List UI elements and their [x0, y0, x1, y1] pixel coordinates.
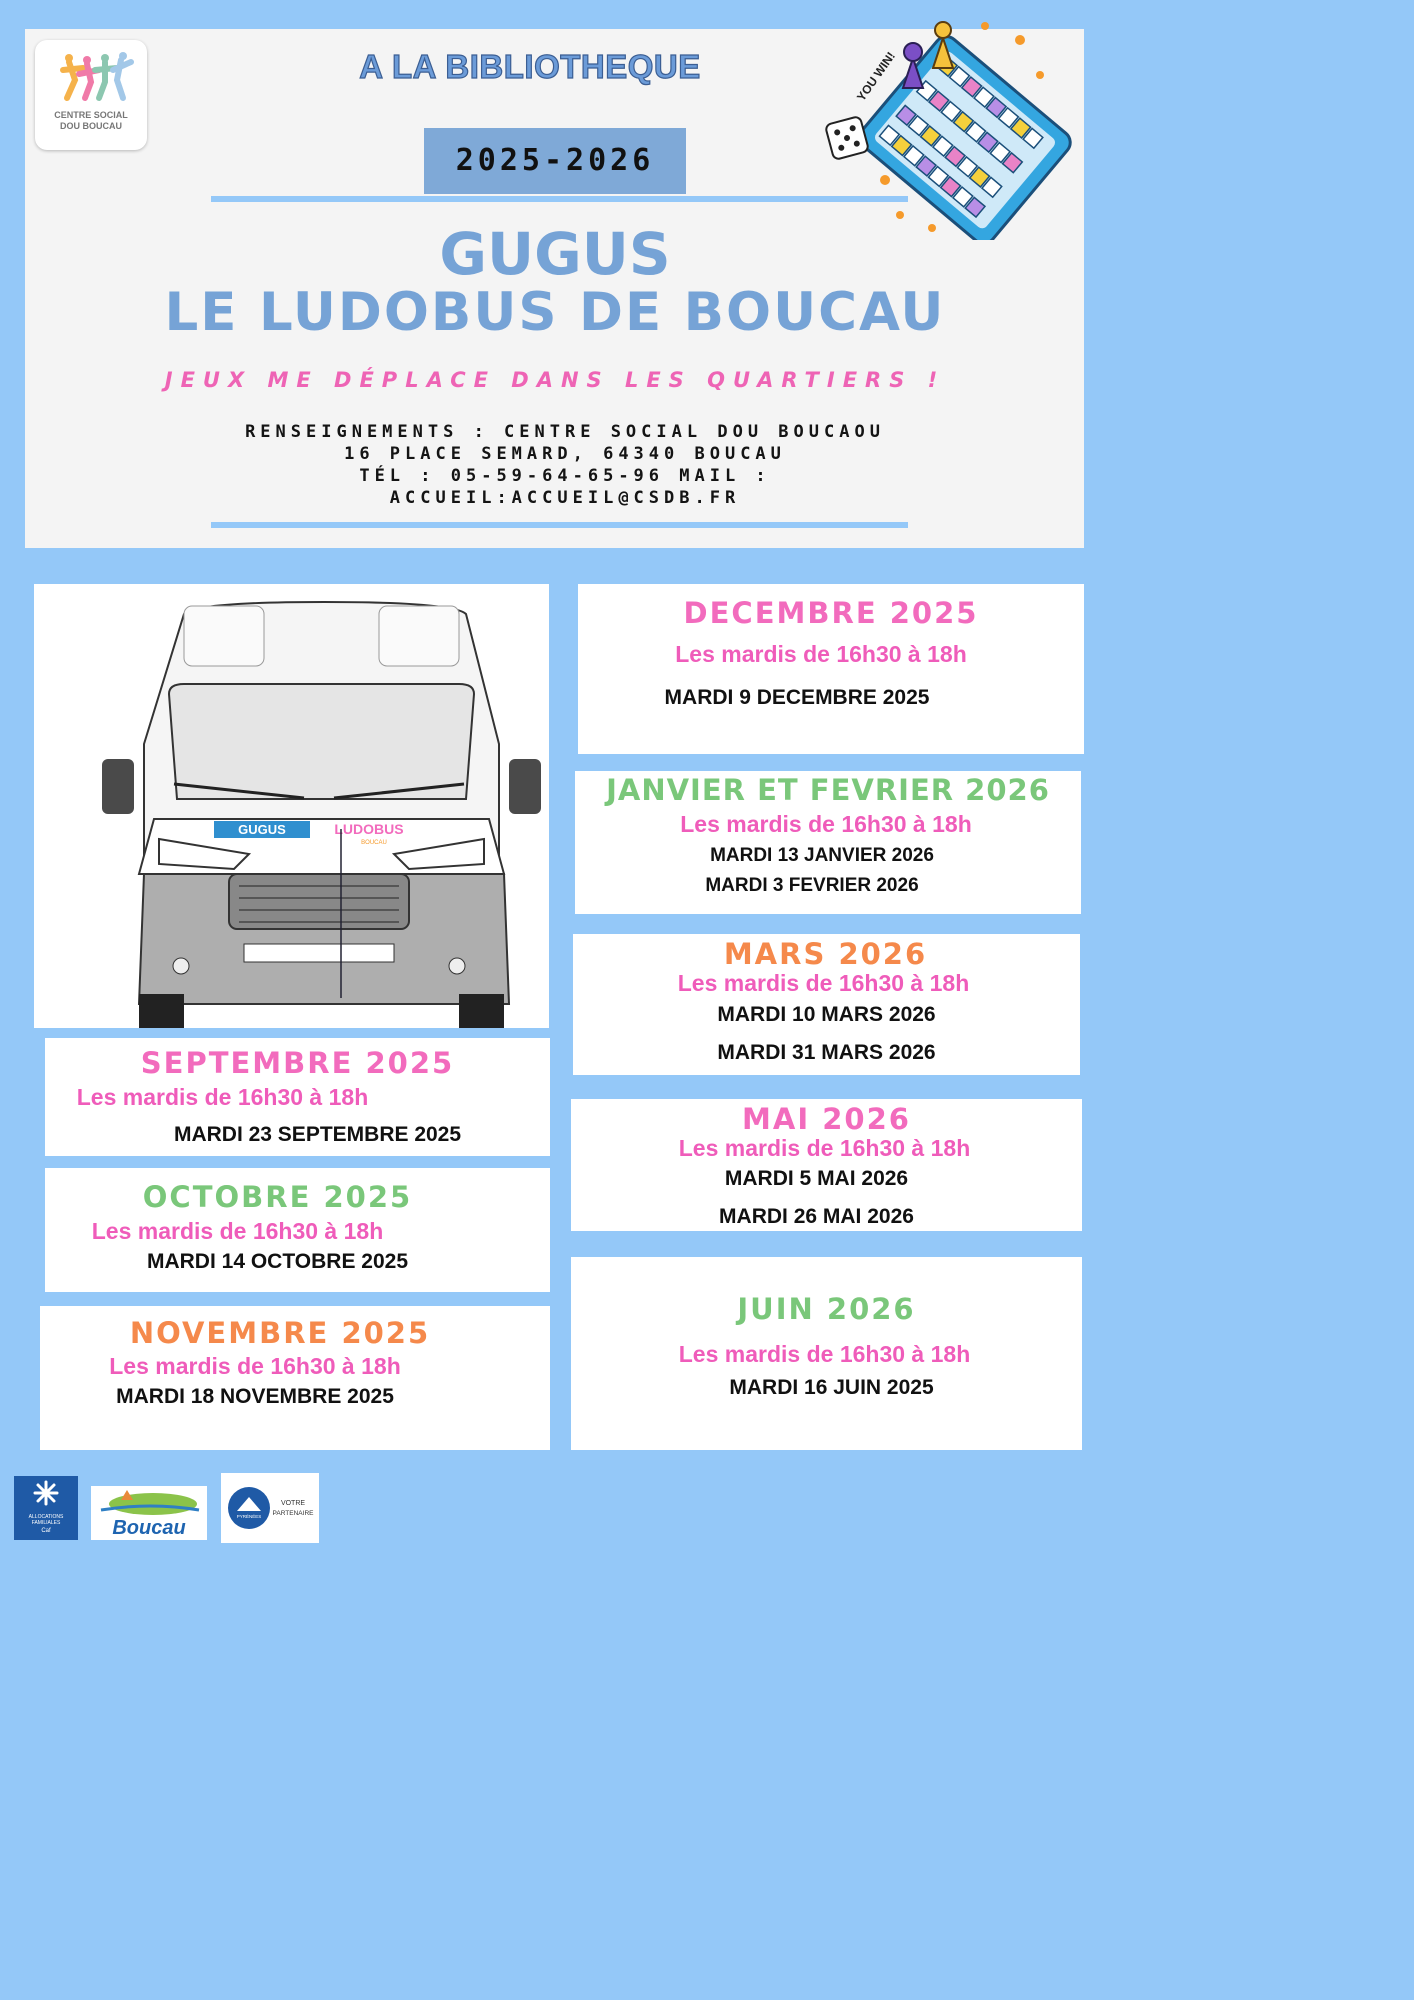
- tagline: JEUX ME DÉPLACE DANS LES QUARTIERS !: [164, 368, 946, 392]
- month-hours: Les mardis de 16h30 à 18h: [680, 811, 972, 837]
- month-date-1: MARDI 10 MARS 2026: [717, 1003, 936, 1026]
- logo-caption-line1: CENTRE SOCIAL: [54, 110, 128, 120]
- month-date-2: MARDI 3 FEVRIER 2026: [705, 875, 919, 896]
- month-title: JUIN 2026: [737, 1292, 916, 1326]
- month-date: MARDI 18 NOVEMBRE 2025: [116, 1385, 394, 1408]
- you-win-label: YOU WIN!: [853, 49, 898, 104]
- month-date-1: MARDI 5 MAI 2026: [724, 1167, 909, 1190]
- month-date: MARDI 23 SEPTEMBRE 2025: [173, 1123, 462, 1146]
- boucau-logo-text: Boucau: [112, 1517, 186, 1539]
- season-badge: 2025-2026: [424, 128, 686, 194]
- centre-social-logo: [35, 40, 147, 150]
- van-sign-boucau-text: BOUCAU: [361, 840, 387, 846]
- month-hours: Les mardis de 16h30 à 18h: [76, 1084, 369, 1110]
- month-title: SEPTEMBRE 2025: [140, 1046, 455, 1080]
- van-sign-ludobus-text: LUDOBUS: [334, 821, 404, 837]
- month-date: MARDI 16 JUIN 2025: [729, 1376, 934, 1399]
- month-card-octobre: [45, 1168, 550, 1292]
- svg-text:FAMILIALES: FAMILIALES: [31, 1520, 61, 1526]
- info-line-1: RENSEIGNEMENTS : CENTRE SOCIAL DOU BOUCAOU: [245, 422, 885, 442]
- month-hours: Les mardis de 16h30 à 18h: [109, 1353, 401, 1379]
- info-line-3: TÉL : 05-59-64-65-96 MAIL :: [359, 466, 771, 486]
- month-card-mai: [571, 1099, 1082, 1231]
- board-game-illustration: [815, 10, 1085, 240]
- pyrenees-emblem-icon: [221, 1473, 319, 1543]
- month-card-janvier-fevrier: [575, 771, 1081, 914]
- month-title: MAI 2026: [742, 1102, 911, 1136]
- month-card-septembre: [45, 1038, 550, 1156]
- month-title: OCTOBRE 2025: [142, 1180, 413, 1214]
- svg-text:VOTRE: VOTRE: [280, 1500, 306, 1507]
- caf-logo: [14, 1476, 78, 1540]
- ludobus-van-illustration: [34, 584, 549, 1028]
- month-date-2: MARDI 26 MAI 2026: [719, 1205, 914, 1228]
- divider-bottom: [211, 522, 908, 528]
- logo-caption: [35, 110, 147, 132]
- month-date-2: MARDI 31 MARS 2026: [717, 1041, 936, 1064]
- svg-text:PYRÉNÉES: PYRÉNÉES: [236, 1514, 262, 1519]
- month-date-1: MARDI 13 JANVIER 2026: [710, 845, 934, 866]
- month-card-decembre: [578, 584, 1084, 754]
- month-date: MARDI 14 OCTOBRE 2025: [146, 1250, 409, 1273]
- ludobus-subtitle: LE LUDOBUS DE BOUCAU: [164, 282, 946, 343]
- boucau-wave-icon: [91, 1486, 207, 1540]
- month-hours: Les mardis de 16h30 à 18h: [677, 970, 970, 996]
- divider-top: [211, 196, 908, 202]
- svg-text:Caf: Caf: [41, 1528, 51, 1534]
- ludobus-title: GUGUS: [439, 220, 671, 288]
- month-title: MARS 2026: [723, 937, 928, 971]
- month-title: DECEMBRE 2025: [683, 596, 979, 630]
- dancing-people-icon: [35, 40, 147, 110]
- svg-text:ALLOCATIONS: ALLOCATIONS: [28, 1514, 64, 1520]
- month-card-mars: [573, 934, 1080, 1075]
- month-hours: Les mardis de 16h30 à 18h: [91, 1218, 384, 1244]
- month-card-novembre: [40, 1306, 550, 1450]
- logo-caption-line2: DOU BOUCAU: [60, 121, 122, 131]
- van-card: [34, 584, 549, 1028]
- month-hours: Les mardis de 16h30 à 18h: [675, 641, 967, 667]
- month-hours: Les mardis de 16h30 à 18h: [678, 1135, 971, 1161]
- info-line-4: ACCUEIL:ACCUEIL@CSDB.FR: [389, 488, 741, 508]
- pyrenees-atlantiques-logo: [221, 1473, 319, 1543]
- boucau-logo: [91, 1486, 207, 1540]
- location-title: A LA BIBLIOTHEQUE: [359, 48, 701, 85]
- dice-icon: [825, 116, 869, 160]
- month-hours: Les mardis de 16h30 à 18h: [678, 1341, 971, 1367]
- van-sign-gugus-text: GUGUS: [238, 822, 286, 837]
- month-date: MARDI 9 DECEMBRE 2025: [664, 686, 930, 709]
- month-title: JANVIER ET FEVRIER 2026: [606, 773, 1050, 807]
- caf-snowflake-icon: [14, 1476, 78, 1540]
- svg-text:PARTENAIRE: PARTENAIRE: [272, 1510, 314, 1517]
- info-line-2: 16 PLACE SEMARD, 64340 BOUCAU: [344, 444, 786, 464]
- month-card-juin: [571, 1257, 1082, 1450]
- month-title: NOVEMBRE 2025: [129, 1316, 431, 1350]
